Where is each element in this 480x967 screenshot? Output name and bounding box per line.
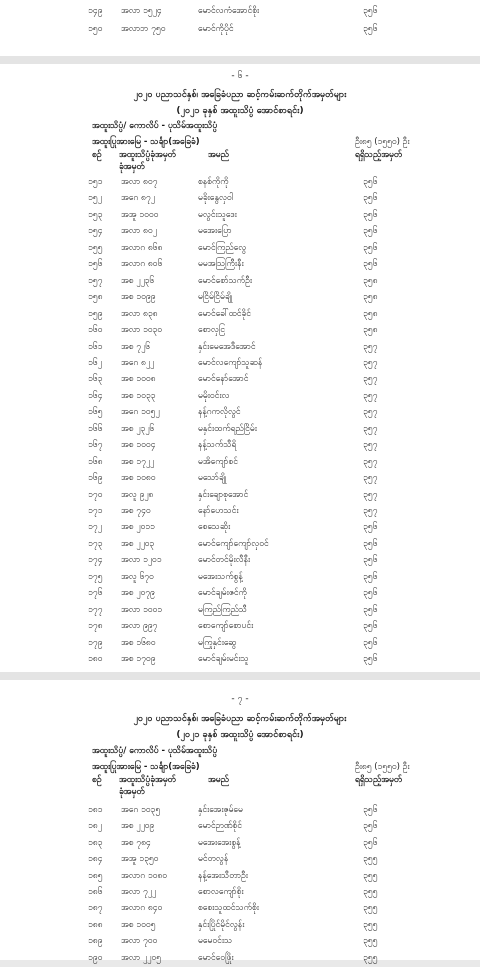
table-row <box>0 305 480 323</box>
table-row <box>0 568 480 586</box>
row-number: ၁၆၀ <box>88 325 103 336</box>
student-name: စစေးသူထင်သက်စိုး <box>198 903 259 914</box>
roll-number: အအူ ၁၃၅၀ <box>121 854 159 865</box>
student-name: စောကျော်စောပင်း <box>198 621 254 632</box>
table-row <box>0 834 480 852</box>
score-value: ၃၅၆ <box>363 821 378 832</box>
table-row <box>0 617 480 635</box>
score-value: ၃၅၆ <box>363 588 378 599</box>
score-value: ၃၅၆ <box>363 637 378 648</box>
student-name: နှင်းပြိုင်မိုင်လွန်း <box>198 919 245 930</box>
student-name: စောလှငြ <box>198 325 226 336</box>
score-value: ၃၅၆ <box>363 604 378 615</box>
roll-number: အစ ၁၀၃၃ <box>121 390 156 401</box>
table-row <box>0 650 480 668</box>
score-value: ၃၅၆ <box>363 621 378 632</box>
score-value: ၃၅၆ <box>363 837 378 848</box>
score-value: ၃၅၆ <box>363 193 378 204</box>
page-number: - ၆ - <box>231 71 249 81</box>
roll-number: အစ ၁၀၀၅ <box>121 919 156 930</box>
table-row <box>0 502 480 520</box>
roll-number: အအူ ၁၀၀၀ <box>121 209 159 220</box>
roll-number: အဂေ ၁၀၅၂ <box>121 407 160 418</box>
student-name: မောင်ချမ်းဇင်ကို <box>198 588 247 599</box>
table-row <box>0 189 480 207</box>
row-number: ၁၈၈ <box>88 919 103 930</box>
score-value: ၃၅၅ <box>363 936 378 947</box>
student-name: မောင်ကိုပိုင် <box>198 24 234 34</box>
score-value: ၃၅၆ <box>363 242 378 253</box>
table-row <box>0 469 480 487</box>
col-header-no: စဉ် <box>92 775 102 785</box>
score-value: ၃၅၇ <box>363 473 378 484</box>
table-row <box>0 949 480 967</box>
score-value: ၃၅၅ <box>363 903 378 914</box>
row-number: ၁၆၄ <box>88 390 103 401</box>
score-value: ၃၅၆ <box>363 24 378 34</box>
roll-number: အလာဘ ၇၅၀ <box>121 24 166 34</box>
table-row <box>0 518 480 536</box>
student-name: မောင်နော်အောင် <box>198 374 249 385</box>
score-value: ၃၅၇ <box>363 390 378 401</box>
table-row <box>0 370 480 388</box>
student-name: မင်တလွန် <box>198 854 229 865</box>
roll-number: အလာ ၉၉၇ <box>121 621 158 632</box>
roll-number: အလူ ၉၂၈ <box>121 489 154 500</box>
roll-number: အစ ၂၂၀၉ <box>121 821 155 832</box>
student-name: မောင်ကျော်ကျော်လှ၀င် <box>198 538 269 549</box>
student-name: နော်ဟေသင်း <box>198 506 239 516</box>
score-value: ၃၅၅ <box>363 887 378 897</box>
table-row <box>0 850 480 868</box>
student-name: မောင်ခေါ်ထင်ခိုင် <box>198 308 252 319</box>
school-label: အထူးသိပ္ပံ/ ကောလိပ် - ပုသိမ်အထူးသိပ္ပံ <box>92 121 218 131</box>
table-row <box>0 272 480 290</box>
table-row <box>0 883 480 901</box>
student-name: နှင်းချောစုအောင် <box>198 489 249 500</box>
score-value: ၃၅၆ <box>363 571 378 582</box>
roll-number: အလာဂ ၈၆၈ <box>121 242 163 253</box>
row-number: ၁၇၀ <box>88 489 103 500</box>
table-row <box>0 321 480 339</box>
roll-number: အဂေ ၈၂၂ <box>121 357 155 368</box>
col-header-code-sub: ခုံအမှတ် <box>119 162 145 172</box>
row-number: ၁၆၉ <box>88 473 103 484</box>
student-name: မမအဩကြီးနီး <box>198 259 244 270</box>
row-number: ၁၆၈ <box>88 456 103 467</box>
col-header-code: အထူးသိပ္ပံခုံအမှတ် <box>119 775 176 785</box>
student-name: မောင်ချမ်းမင်းသူ <box>198 654 249 665</box>
student-name: မအေးအေးစွန့် <box>198 837 241 848</box>
table-row <box>0 206 480 224</box>
col-header-name: အမည် <box>208 775 229 785</box>
row-number: ၁၅၄ <box>88 226 103 237</box>
subject-label: အထူးပြုအားမြေ - သင်္ချာ(အခြေခံ) <box>92 137 200 147</box>
table-row <box>0 173 480 191</box>
col-header-score: ရရှိသည့်အမှတ် <box>355 150 403 160</box>
score-value: ၃၅၈ <box>363 275 378 286</box>
score-value: ၃၅၇ <box>363 341 378 352</box>
roll-number: အဂေ ၁၀၃၅ <box>121 805 161 815</box>
table-row <box>0 551 480 569</box>
col-header-code-sub: ခုံအမှတ် <box>119 787 145 797</box>
student-name: စေသေဆိုး <box>198 522 231 533</box>
score-value: ၃၅၆ <box>363 555 378 566</box>
roll-number: အလာဂ ၁၀၈၀ <box>121 870 168 881</box>
table-row <box>0 387 480 405</box>
student-name: မမိုးဝင်းလ <box>198 390 230 401</box>
school-label: အထူးသိပ္ပံ/ ကောလိပ် - ပုသိမ်အထူးသိပ္ပံ <box>92 746 218 756</box>
score-value: ၃၅၇ <box>363 374 378 385</box>
row-number: ၁၈၄ <box>88 854 103 865</box>
student-name: မလွင်းသူဒေး <box>198 209 237 220</box>
roll-number: အလာ ၈၃၈ <box>121 308 158 319</box>
roll-number: အလာဂ ၈၄၀ <box>121 903 163 914</box>
score-value: ၃၅၆ <box>363 654 378 665</box>
row-number: ၁၇၁ <box>88 506 103 516</box>
row-number: ၁၅၂ <box>88 193 102 204</box>
score-value: ၃၅၆ <box>363 6 378 16</box>
table-row <box>0 801 480 819</box>
roll-number: အစ ၂၃၂၆ <box>121 423 155 434</box>
page-number: - ၇ - <box>231 694 249 704</box>
student-name: စောလကျော်စိုး <box>198 887 244 897</box>
roll-number: အစ ၁၀၉၉ <box>121 292 156 303</box>
col-header-name: အမည် <box>208 150 229 160</box>
score-value: ၃၅၅ <box>363 854 378 865</box>
row-number: ၁၈၉ <box>88 936 103 947</box>
score-value: ၃၅၇ <box>363 407 378 418</box>
table-row <box>0 420 480 438</box>
document-title: ၂၀၂၀ ပညာသင်နှစ်၊ အခြေခံပညာ ဆင့်ကမ်းဆက်တိုက်အမှတ်များ <box>133 90 347 100</box>
roll-number: အစ ၂၂၀၃ <box>121 538 155 549</box>
student-name: မောင်ဉာဏ်စိုင် <box>198 821 242 832</box>
table-row <box>0 867 480 885</box>
score-value: ၃၅၇ <box>363 456 378 467</box>
student-name: မောင်လကံအောင်စိုး <box>198 6 260 16</box>
row-number: ၁၅၃ <box>88 209 103 220</box>
row-number: ၁၇၉ <box>88 637 103 648</box>
roll-number: အလာ ၁၂၀၁ <box>121 555 162 566</box>
student-name: နှင်းအေးဇုမ်မေ <box>198 805 243 815</box>
score-value: ၃၅၅ <box>363 952 378 963</box>
row-number: ၁၅၆ <box>88 259 103 270</box>
score-value: ၃၅၆ <box>363 522 378 533</box>
row-number: ၁၆၁ <box>88 341 103 352</box>
row-number: ၁၈၀ <box>88 654 103 665</box>
score-value: ၃၅၆ <box>363 805 378 815</box>
student-name: မောင်တင်မိုးလီနီး <box>198 555 251 566</box>
row-number: ၁၈၅ <box>88 870 103 881</box>
score-value: ၃၅၆ <box>363 538 378 549</box>
roll-number: အလာဂ ၈၀၆ <box>121 259 163 270</box>
score-value: ၃၅၇ <box>363 506 378 516</box>
roll-number: အလာ ၂၂၀၅ <box>121 952 161 963</box>
row-number: ၁၈၂ <box>88 821 102 832</box>
row-number: ၁၇၇ <box>88 604 103 615</box>
roll-number: အစ ၁၀၀၄ <box>121 440 156 451</box>
row-number: ၁၇၆ <box>88 588 103 599</box>
row-number: ၁၆၂ <box>88 357 102 368</box>
row-number: ၁၈၇ <box>88 903 103 914</box>
table-row <box>0 20 480 38</box>
student-name: နန့်အေးသီတာဦး <box>198 870 248 881</box>
row-number: ၁၅၉ <box>88 308 103 319</box>
table-row <box>0 601 480 619</box>
score-value: ၃၅၇ <box>363 423 378 434</box>
roll-number: အလာ ၈၀၇ <box>121 177 158 187</box>
student-name: မအေးပြော <box>198 226 232 237</box>
col-header-no: စဉ် <box>92 150 102 160</box>
table-row <box>0 2 480 20</box>
page-7 <box>0 680 480 963</box>
roll-number: အစ ၁၇၂၂ <box>121 456 155 467</box>
student-name: မောင်လကျော်သူဆန် <box>198 357 263 368</box>
roll-number: အစ ၁၀၀၈ <box>121 374 156 385</box>
roll-number: အစ ၇၈၄ <box>121 837 151 848</box>
row-number: ၁၇၃ <box>88 538 103 549</box>
row-number: ၁၇၈ <box>88 621 103 632</box>
student-name: မခိုးနွေလှ၀ါ <box>198 193 234 204</box>
table-row <box>0 916 480 934</box>
roll-number: အလာ ၁၀၃၀ <box>121 325 163 336</box>
table-row <box>0 288 480 306</box>
row-number: ၁၄၉ <box>88 6 103 16</box>
roll-number: အစ ၂၀၁၁ <box>121 522 155 533</box>
table-row <box>0 222 480 240</box>
score-value: ၃၅၅ <box>363 919 378 930</box>
table-row <box>0 403 480 421</box>
student-name: မောင်ကြည်လွေ <box>198 242 247 253</box>
table-row <box>0 932 480 950</box>
row-number: ၁၈၃ <box>88 837 103 848</box>
row-number: ၁၅၅ <box>88 242 103 253</box>
col-header-code: အထူးသိပ္ပံခုံအမှတ် <box>119 150 176 160</box>
student-name: မကြည်ကြည်သီ <box>198 604 247 615</box>
row-number: ၁၈၆ <box>88 887 103 897</box>
score-value: ၃၅၆ <box>363 226 378 237</box>
student-name: မကြုနှင်းဆွေ <box>198 637 237 648</box>
table-row <box>0 354 480 372</box>
score-value: ၃၅၅ <box>363 870 378 881</box>
student-name: မောင်စော်သက်ဦး <box>198 275 252 286</box>
row-number: ၁၇၂ <box>88 522 102 533</box>
row-number: ၁၉၀ <box>88 952 103 963</box>
col-header-score: ရရှိသည့်အမှတ် <box>355 775 403 785</box>
page-gap <box>0 56 480 64</box>
document-title: ၂၀၂၀ ပညာသင်နှစ်၊ အခြေခံပညာ ဆင့်ကမ်းဆက်တိုက်အမှတ်များ <box>133 714 347 724</box>
score-value: ၃၅၆ <box>363 209 378 220</box>
score-value: ၃၅၈ <box>363 292 378 303</box>
table-row <box>0 817 480 835</box>
score-value: ၃၅၈ <box>363 325 378 336</box>
row-number: ၁၆၃ <box>88 374 103 385</box>
table-row <box>0 486 480 504</box>
row-number: ၁၆၅ <box>88 407 103 418</box>
total-count-label: ဦး၈၅ (၁၅၅၀) ဦး <box>355 762 410 772</box>
score-value: ၃၅၇ <box>363 489 378 500</box>
row-number: ၁၅၀ <box>88 24 103 34</box>
student-name: စနစ်ကိုကို <box>198 177 229 187</box>
roll-number: အဂေ ၈၇၂ <box>121 193 155 204</box>
table-row <box>0 239 480 257</box>
row-number: ၁၈၁ <box>88 805 103 815</box>
student-name: မောင်ဝေဖြိုး <box>198 952 234 963</box>
document-subtitle: (၂၀၂၁ ခုနှစ် အထူးသိပ္ပံ အောင်စာရင်း) <box>176 730 304 740</box>
row-number: ၁၆၇ <box>88 440 103 451</box>
table-row <box>0 436 480 454</box>
table-row <box>0 899 480 917</box>
table-row <box>0 453 480 471</box>
roll-number: အလာ ၁၅၂၄ <box>121 6 162 16</box>
roll-number: အလာ ၈၀၂ <box>121 226 157 237</box>
student-name: နန့်ဂကလိုလွင် <box>198 407 241 418</box>
row-number: ၁၇၄ <box>88 555 103 566</box>
roll-number: အလာ ၇၀၀ <box>121 936 158 947</box>
student-name: နှင်းမေအေဒီအောင် <box>198 341 256 352</box>
row-number: ၁၇၅ <box>88 571 103 582</box>
roll-number: အစ ၁၇၀၉ <box>121 654 156 665</box>
student-name: မအိကျော်စင် <box>198 456 238 467</box>
roll-number: အစ ၂၂၃၆ <box>121 275 155 286</box>
roll-number: အစ ၁၆၈၀ <box>121 637 156 648</box>
table-row <box>0 634 480 652</box>
total-count-label: ဦး၈၅ (၁၅၅၀) ဦး <box>355 137 410 147</box>
table-row <box>0 535 480 553</box>
roll-number: အလာ ၇၂၂ <box>121 887 157 897</box>
score-value: ၃၅၆ <box>363 259 378 270</box>
student-name: နန့်သက်သီရိ <box>198 440 237 451</box>
subject-label: အထူးပြုအားမြေ - သင်္ချာ(အခြေခံ) <box>92 762 200 772</box>
score-value: ၃၅၇ <box>363 440 378 451</box>
roll-number: အလာ ၁၀၀၁ <box>121 604 163 615</box>
row-number: ၁၅၈ <box>88 292 103 303</box>
roll-number: အစ ၇၂၆ <box>121 341 151 352</box>
page-5-fragment <box>0 0 480 56</box>
table-row <box>0 255 480 273</box>
student-name: မငြိမ်ငြိမ်ချို <box>198 292 233 303</box>
row-number: ၁၆၆ <box>88 423 103 434</box>
roll-number: အလူ ၆၇၀ <box>121 571 154 582</box>
row-number: ၁၅၁ <box>88 177 103 187</box>
student-name: မမေဝင်းသ <box>198 936 233 947</box>
student-name: မသော်ချို <box>198 473 227 484</box>
student-name: မနှင်းထက်ရည်ငြိမ်း <box>198 423 257 434</box>
roll-number: အစ ၁၀၈၀ <box>121 473 156 484</box>
table-row <box>0 584 480 602</box>
page-6 <box>0 64 480 672</box>
page-gap <box>0 672 480 680</box>
score-value: ၃၅၇ <box>363 357 378 368</box>
roll-number: အစ ၂၀၇၉ <box>121 588 155 599</box>
table-row <box>0 338 480 356</box>
score-value: ၃၅၆ <box>363 177 378 187</box>
roll-number: အစ ၇၄၀ <box>121 506 151 516</box>
student-name: မအေးသက်စွန့် <box>198 571 243 582</box>
score-value: ၃၅၈ <box>363 308 378 319</box>
document-subtitle: (၂၀၂၁ ခုနှစ် အထူးသိပ္ပံ အောင်စာရင်း) <box>176 106 304 116</box>
row-number: ၁၅၇ <box>88 275 103 286</box>
